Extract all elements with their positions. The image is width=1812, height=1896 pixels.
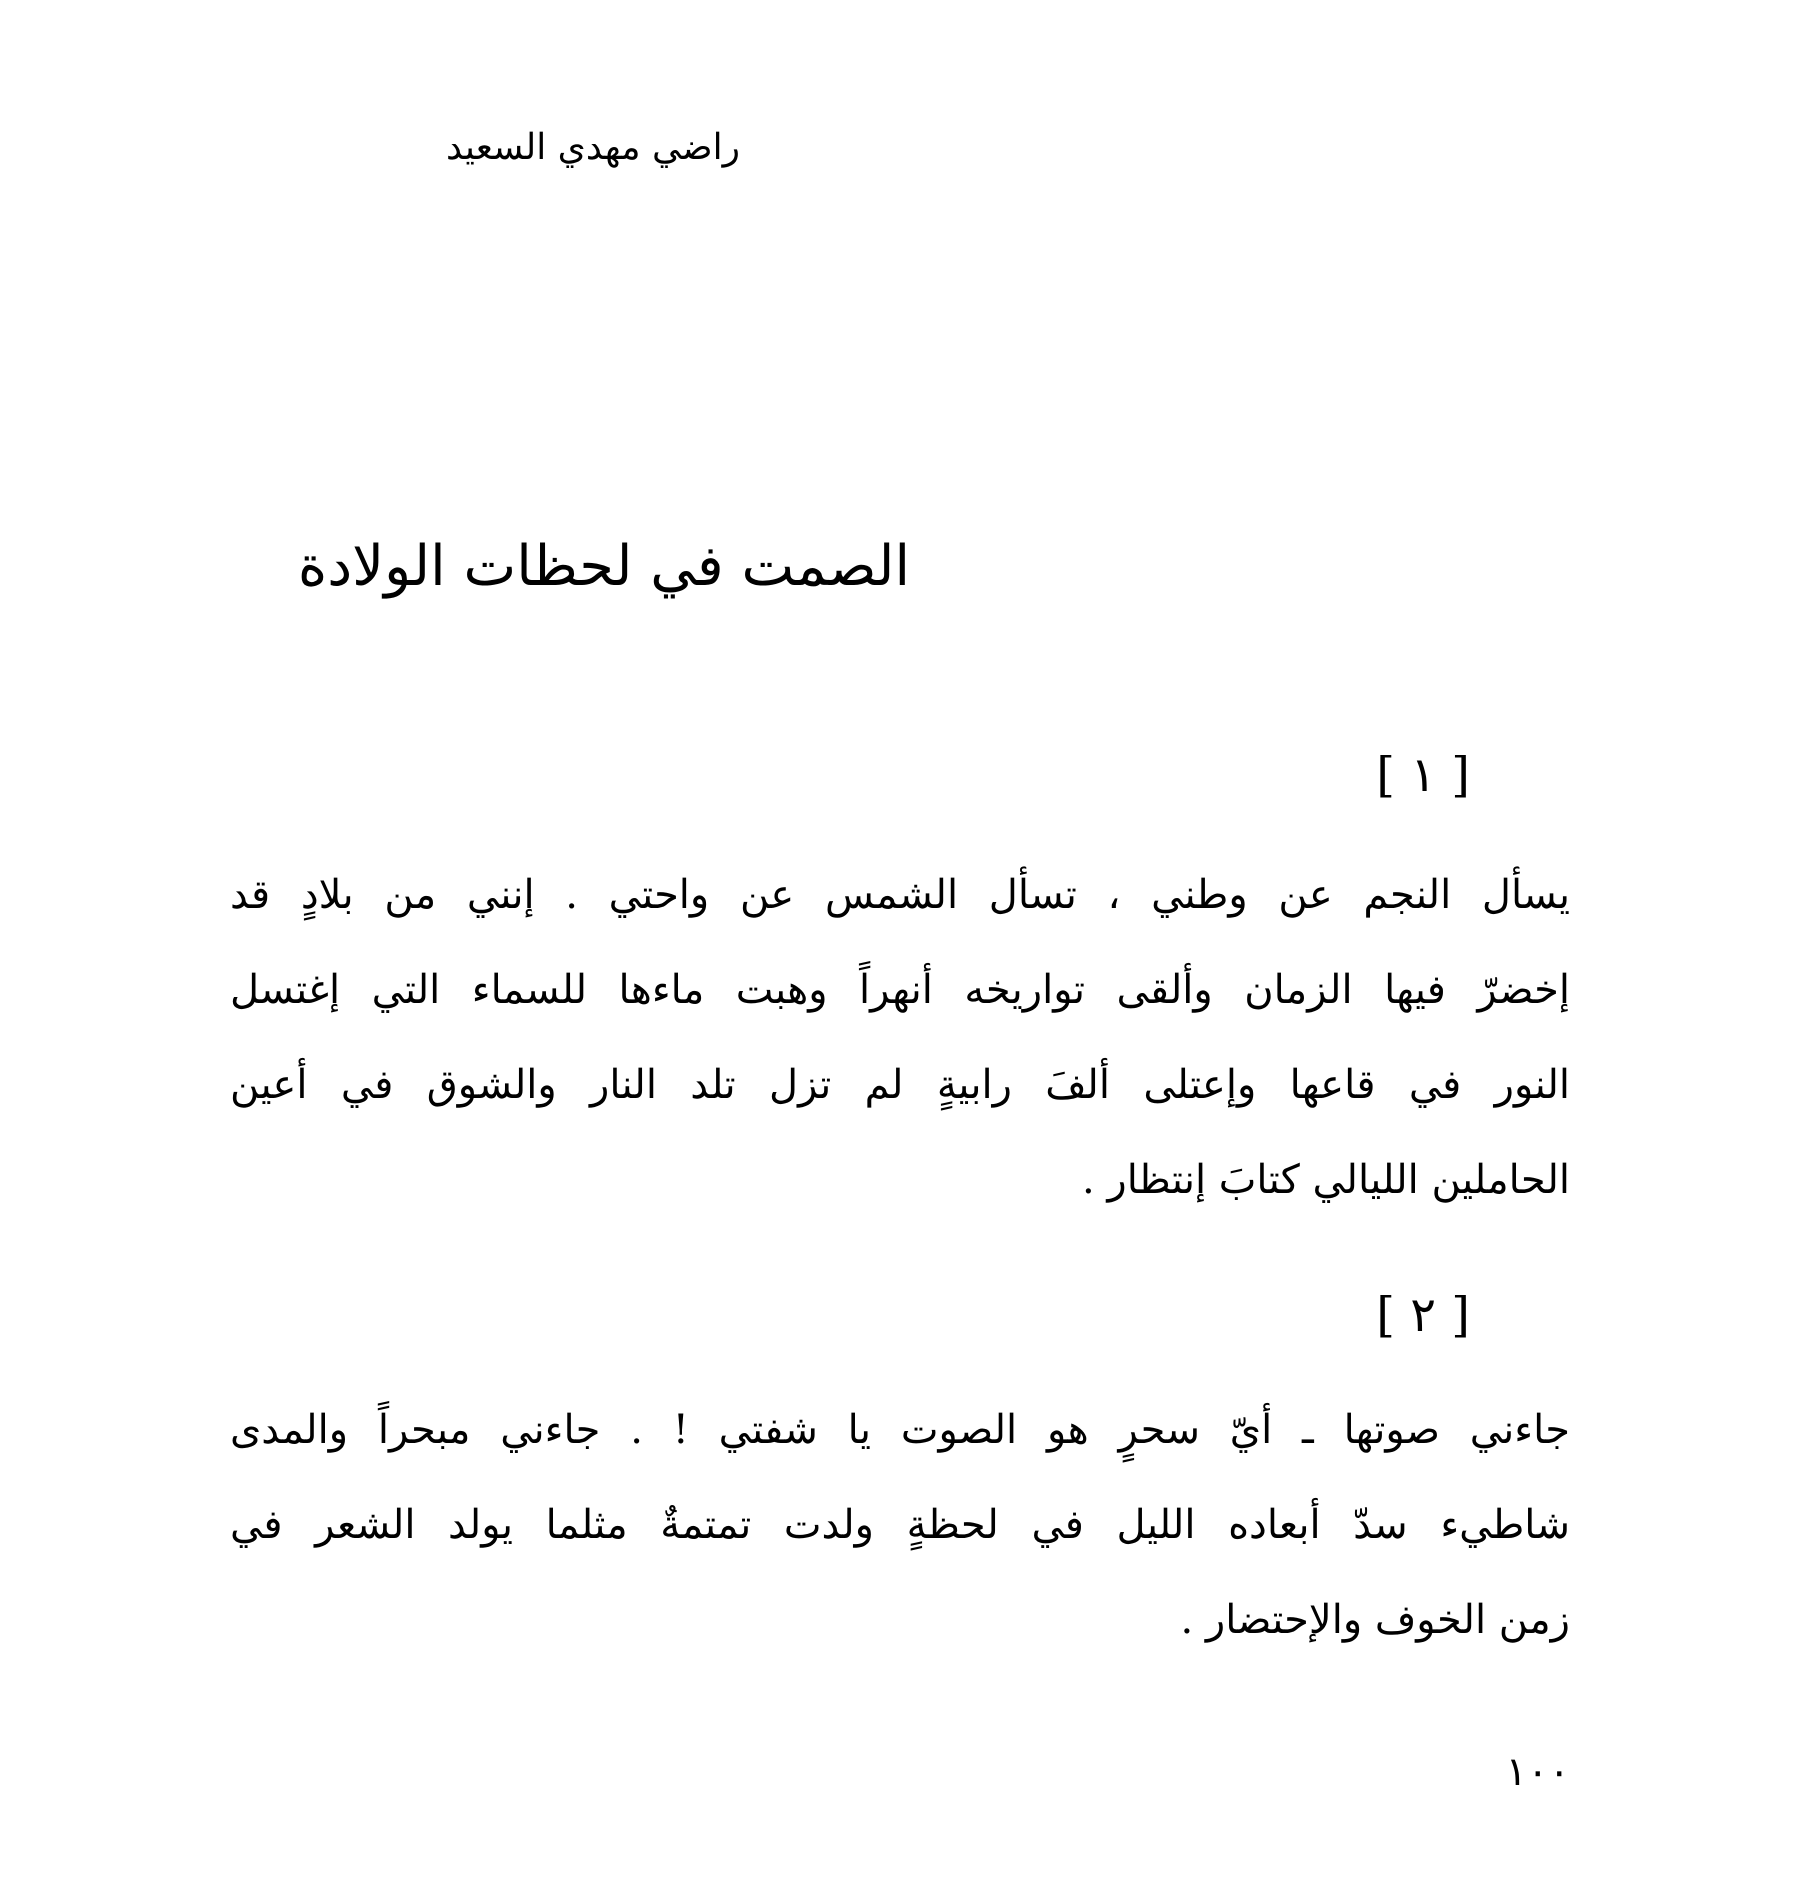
section-1-line-1: يسأل النجم عن وطني ، تسأل الشمس عن واحتي . إنني من بلادٍ قد <box>230 872 1570 918</box>
section-1-number: [ ١ ] <box>1376 747 1470 803</box>
poem-title: الصمت في لحظات الولادة <box>297 534 910 599</box>
section-2-line-3: زمن الخوف والإحتضار . <box>1180 1597 1570 1643</box>
section-2-line-1: جاءني صوتها ـ أيّ سحرٍ هو الصوت يا شفتي ! . جاءني مبحراً والمدى <box>230 1407 1570 1453</box>
page-number: ١٠٠ <box>1505 1749 1570 1795</box>
section-2-line-2: شاطيء سدّ أبعاده الليل في لحظةٍ ولدت تمتمةٌ مثلما يولد الشعر في <box>230 1502 1570 1548</box>
section-1-line-2: إخضرّ فيها الزمان وألقى تواريخه أنهراً وهبت ماءها للسماء التي إغتسل <box>230 967 1570 1013</box>
section-1-line-4: الحاملين الليالي كتابَ إنتظار . <box>1082 1157 1570 1203</box>
section-1-line-3: النور في قاعها وإعتلى ألفَ رابيةٍ لم تزل تلد النار والشوق في أعين <box>230 1062 1570 1108</box>
section-2-number: [ ٢ ] <box>1376 1287 1470 1343</box>
author-name: راضي مهدي السعيد <box>445 127 740 168</box>
